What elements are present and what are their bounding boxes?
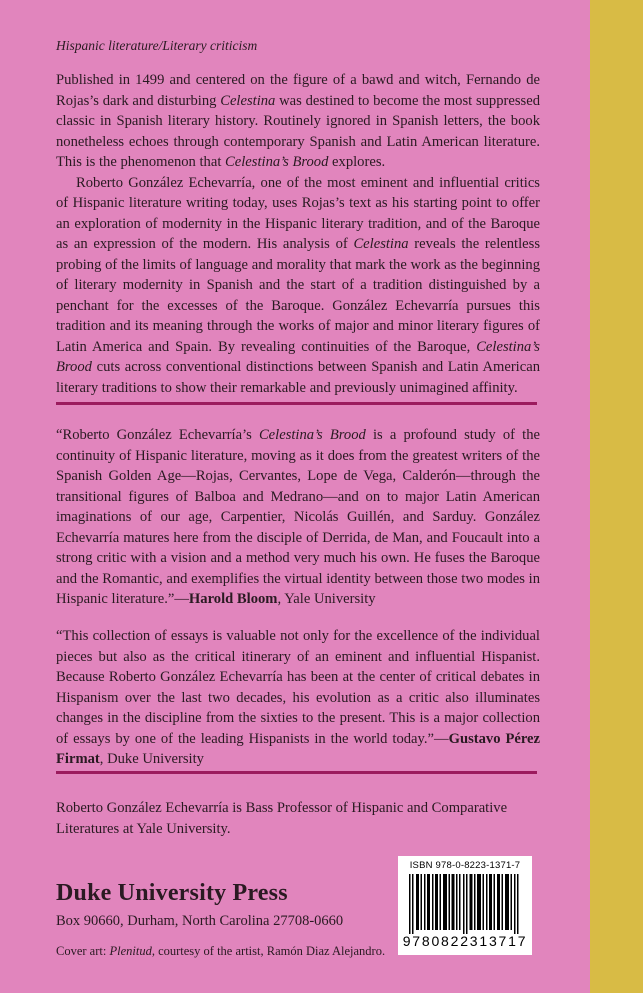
- blurb-text: Roberto González Echevarría, one of the most eminent and influential critics of Hispanic literature writing today, uses Rojas’s text as his starting point to offer an exploration of modernity in the Hispanic literary tradition, and of the Baroque as an expression of the modern. His analysis of: [56, 174, 540, 252]
- quote-author: Harold Bloom: [188, 591, 278, 607]
- quote-text: “Roberto González Echevarría’s: [56, 427, 259, 443]
- endorsement-quote-bloom: [56, 425, 540, 610]
- book-title-italic: Celestina’s Brood: [56, 338, 540, 375]
- artwork-title: Plenitud: [109, 944, 152, 958]
- blurb-text: explores.: [328, 154, 386, 170]
- blurb-paragraph-1: [56, 70, 540, 173]
- description-blurb: [56, 70, 540, 398]
- barcode-bars: [407, 874, 523, 934]
- category-label: Hispanic literature/Literary criticism: [56, 38, 258, 53]
- blurb-text: reveals the relentless probing of the limits of language and morality that mark the work as the beginning of literary modernity in Spanish and the start of a tradition distinguished by a penchant for the excesses of the Baroque. González Echevarría pursues this tradition and its meaning through the works of major and minor literary figures of Latin America and Spain. By revealing continuities of the Baroque,: [56, 236, 541, 355]
- barcode-digits: 9780822313717: [402, 933, 528, 949]
- blurb-text: was destined to become the most suppressed classic in Spanish literary history. Routinely ignored in Spanish letters, the book nonetheless echoes through contemporary Spanish and Latin American literature. This is the phenomenon that: [56, 92, 540, 170]
- book-spine-strip: [590, 0, 643, 993]
- publisher-address: Box 90660, Durham, North Carolina 27708-0660: [56, 913, 344, 929]
- divider-rule: [56, 402, 537, 405]
- credit-suffix: , courtesy of the artist, Ramón Diaz Alejandro.: [151, 944, 386, 958]
- blurb-paragraph-2: [56, 173, 540, 399]
- quote-text: is a profound study of the continuity of Hispanic literature, moving as it does from the greatest writers of the Spanish Golden Age—Rojas, Cervantes, Lope de Vega, Calderón—through the transitional figures of Balboa and Medrano—and on to major Latin American imaginations of our age, Carpentier, Nicolás Guillén, and Sarduy. González Echevarría matures here from the disciple of Derrida, de Man, and Foucault into a strong critic with a vision and a method very much his own. He fuses the Baroque and the Romantic, and exemplifies the virtual identity between those two modes in Hispanic literature.”—: [56, 427, 541, 607]
- book-title-italic: Celestina’s Brood: [258, 427, 366, 443]
- quote-affiliation: , Yale University: [277, 591, 376, 607]
- isbn-barcode: [398, 856, 532, 955]
- quote-text: “This collection of essays is valuable not only for the excellence of the individual pieces but also as the critical itinerary of an eminent and influential Hispanist. Because Roberto González Echevarría has been at the center of critical debates in Hispanism over the last two decades, his evolution as a critic also illuminates changes in the discipline from the sixties to the present. This is a major collection of essays by one of the leading Hispanists in the world today.”—: [56, 628, 540, 747]
- blurb-text: Published in 1499 and centered on the figure of a bawd and witch, Fernando de Rojas’s dark and disturbing: [56, 72, 540, 109]
- publisher-name: Duke University Press: [56, 880, 288, 906]
- book-title-italic: Celestina: [220, 92, 276, 109]
- author-bio: Roberto González Echevarría is Bass Professor of Hispanic and Comparative Literatures at Yale University.: [56, 800, 508, 837]
- blurb-text: cuts across conventional distinctions between Spanish and Latin American literary traditions to show their remarkable and previously unimagined affinity.: [56, 359, 540, 396]
- isbn-label: ISBN 978-0-8223-1371-7: [409, 860, 521, 871]
- book-title-italic: Celestina’s Brood: [225, 154, 329, 170]
- quote-author: Gustavo Pérez Firmat: [56, 730, 541, 767]
- quote-affiliation: , Duke University: [99, 751, 204, 767]
- credit-prefix: Cover art:: [56, 944, 110, 958]
- book-title-italic: Celestina: [353, 236, 409, 252]
- endorsement-quote-firmat: [56, 626, 540, 770]
- divider-rule: [56, 771, 537, 774]
- cover-art-credit: [56, 944, 385, 959]
